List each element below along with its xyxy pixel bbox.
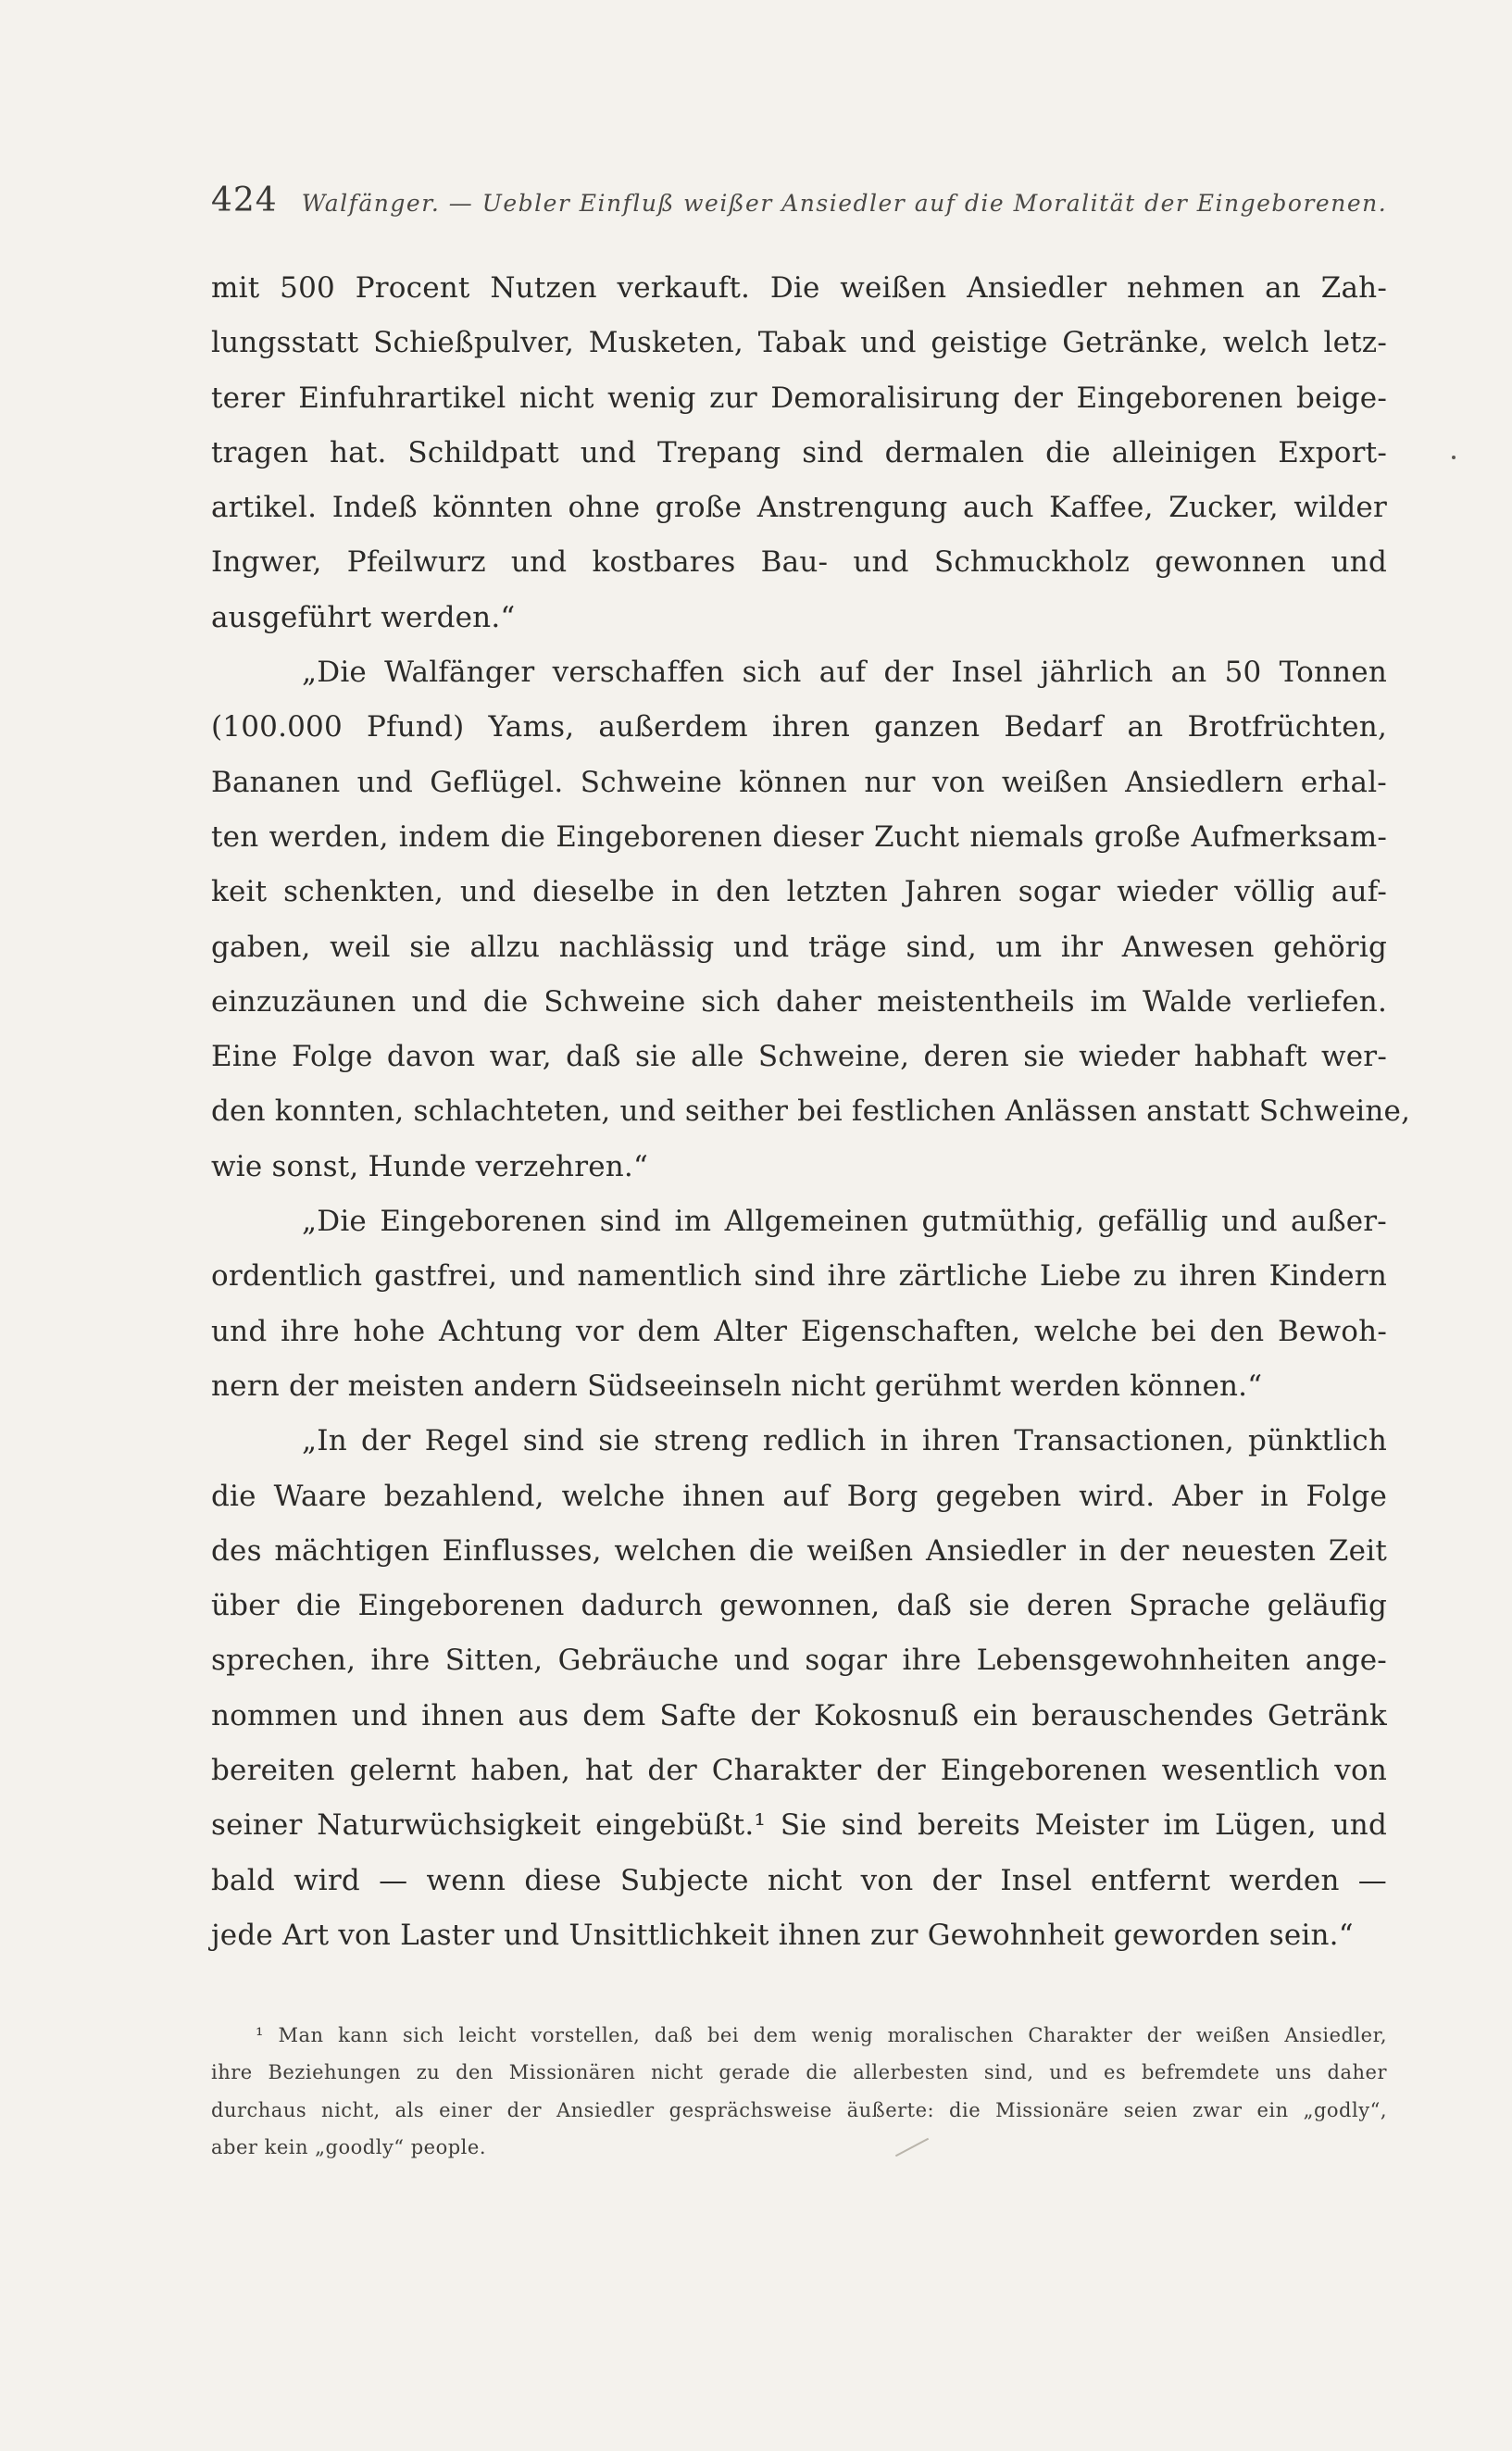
footnote (211, 2017, 1387, 2166)
text-line: seiner Naturwüchsigkeit eingebüßt.¹ Sie sind bereits Meister im Lügen, und (211, 1808, 1387, 1843)
text-line: gaben, weil sie allzu nachlässig und träge sind, um ihr Anwesen gehörig (211, 930, 1387, 964)
text-line: lungsstatt Schießpulver, Musketen, Tabak und geistige Getränke, welch letz- (211, 326, 1387, 360)
ink-speck (1452, 456, 1456, 459)
text-line: „Die Eingeborenen sind im Allgemeinen gutmüthig, gefällig und außer- (302, 1205, 1387, 1239)
running-head: Walfänger. — Uebler Einfluß weißer Ansiedler auf die Moralität der Eingeborenen. (301, 190, 1388, 217)
text-line: jede Art von Laster und Unsittlichkeit ihnen zur Gewohnheit geworden sein.“ (211, 1918, 1354, 1952)
paragraph-2 (211, 645, 1411, 1194)
page-number: 424 (211, 181, 278, 219)
footnote-line: aber kein „goodly“ people. (211, 2135, 486, 2158)
text-line: „Die Walfänger verschaffen sich auf der Insel jährlich an 50 Tonnen (302, 656, 1387, 690)
text-line: keit schenkten, und dieselbe in den letzten Jahren sogar wieder völlig auf- (211, 875, 1387, 909)
text-line: bereiten gelernt haben, hat der Charakter der Eingeborenen wesentlich von (211, 1754, 1387, 1788)
text-line: Eine Folge davon war, daß sie alle Schweine, deren sie wieder habhaft wer- (211, 1040, 1387, 1074)
paragraph-1 (211, 261, 1387, 645)
paragraph-4 (211, 1414, 1387, 1963)
text-line: über die Eingeborenen dadurch gewonnen, daß sie deren Sprache geläufig (211, 1589, 1387, 1623)
text-line: Ingwer, Pfeilwurz und kostbares Bau- und Schmuckholz gewonnen und (211, 545, 1387, 580)
text-line: einzuzäunen und die Schweine sich daher meistentheils im Walde verliefen. (211, 984, 1387, 1019)
text-line: terer Einfuhrartikel nicht wenig zur Demoralisirung der Eingeborenen beige- (211, 381, 1387, 415)
text-line: (100.000 Pfund) Yams, außerdem ihren ganzen Bedarf an Brotfrüchten, (211, 710, 1387, 744)
text-line: des mächtigen Einflusses, welchen die weißen Ansiedler in der neuesten Zeit (211, 1533, 1387, 1568)
text-line: „In der Regel sind sie streng redlich in ihren Transactionen, pünktlich (302, 1424, 1387, 1458)
text-line: bald wird — wenn diese Subjecte nicht von der Insel entfernt werden — (211, 1863, 1387, 1897)
text-line: und ihre hohe Achtung vor dem Alter Eigenschaften, welche bei den Bewoh- (211, 1314, 1387, 1348)
text-line: sprechen, ihre Sitten, Gebräuche und sogar ihre Lebensgewohnheiten ange- (211, 1644, 1387, 1678)
text-line: den konnten, schlachteten, und seither bei festlichen Anlässen anstatt Schweine, (211, 1094, 1411, 1129)
text-line: ordentlich gastfrei, und namentlich sind ihre zärtliche Liebe zu ihren Kindern (211, 1259, 1387, 1294)
footnote-line: ¹ Man kann sich leicht vorstellen, daß bei dem wenig moralischen Charakter der weißen Ansiedler, (256, 2024, 1387, 2046)
page-header (211, 181, 1388, 219)
text-line: tragen hat. Schildpatt und Trepang sind dermalen die alleinigen Export- (211, 435, 1387, 469)
body-text (211, 261, 1411, 1963)
paragraph-3 (211, 1194, 1387, 1414)
text-line: ten werden, indem die Eingeborenen dieser Zucht niemals große Aufmerksam- (211, 819, 1387, 854)
text-line: Bananen und Geflügel. Schweine können nur von weißen Ansiedlern erhal- (211, 765, 1387, 799)
footnote-line: ihre Beziehungen zu den Missionären nicht gerade die allerbesten sind, und es befremdete uns daher (211, 2061, 1387, 2084)
text-line: die Waare bezahlend, welche ihnen auf Borg gegeben wird. Aber in Folge (211, 1479, 1387, 1513)
text-line: wie sonst, Hunde verzehren.“ (211, 1149, 649, 1183)
text-line: nern der meisten andern Südseeinseln nicht gerühmt werden können.“ (211, 1369, 1263, 1403)
footnote-line: durchaus nicht, als einer der Ansiedler gesprächsweise äußerte: die Missionäre seien zwar ein „godly“, (211, 2098, 1387, 2121)
text-line: mit 500 Procent Nutzen verkauft. Die weißen Ansiedler nehmen an Zah- (211, 271, 1387, 305)
text-line: ausgeführt werden.“ (211, 600, 516, 634)
text-line: artikel. Indeß könnten ohne große Anstrengung auch Kaffee, Zucker, wilder (211, 491, 1387, 525)
text-line: nommen und ihnen aus dem Safte der Kokosnuß ein berauschendes Getränk (211, 1698, 1387, 1732)
